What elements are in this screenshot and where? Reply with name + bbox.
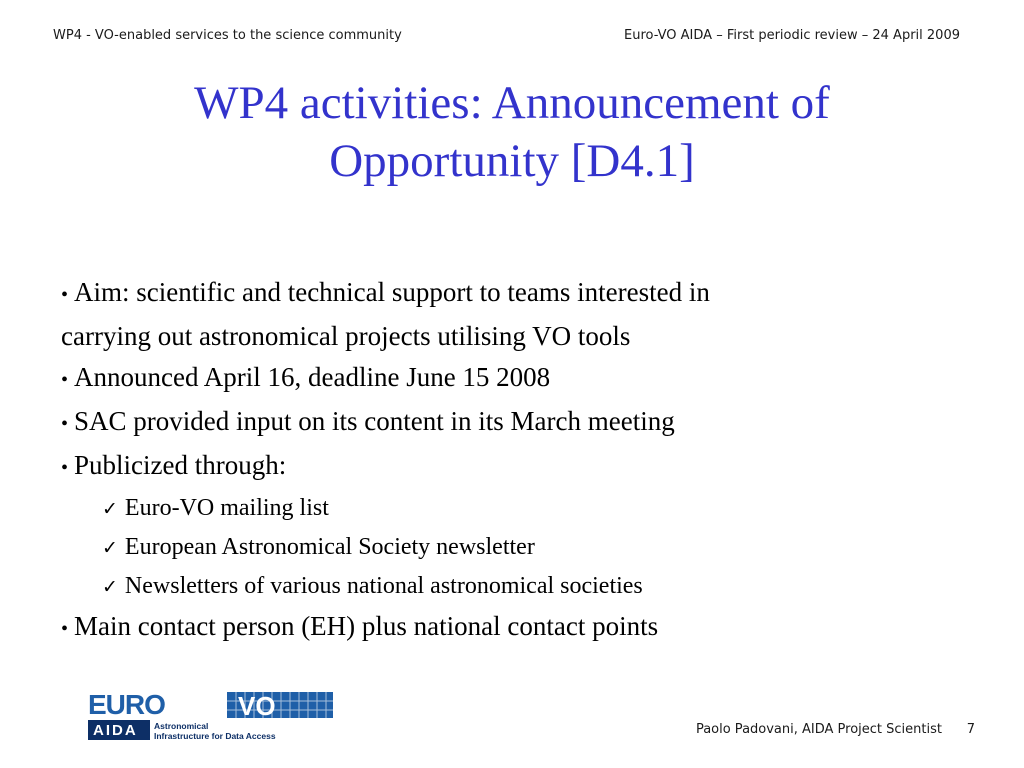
footer-author: Paolo Padovani, AIDA Project Scientist <box>695 722 942 737</box>
bullet-aim-text-1: Aim: scientific and technical support to teams interested in <box>74 277 710 307</box>
bullet-aim-continuation: carrying out astronomical projects utilising VO tools <box>61 321 631 351</box>
logo-tagline-line-1: Astronomical <box>154 721 209 731</box>
header-right-text: Euro-VO AIDA – First periodic review – 24 April 2009 <box>624 28 960 43</box>
header-left-text: WP4 - VO-enabled services to the science community <box>53 28 402 43</box>
slide-title-line-1: WP4 activities: Announcement of <box>194 77 830 129</box>
slide-title <box>0 74 1024 190</box>
logo-vo-text: VO <box>238 691 276 721</box>
checkmark-icon: ✓ <box>102 576 118 598</box>
bullet-publicized-text: Publicized through: <box>74 450 287 480</box>
bullet-contact <box>61 606 961 650</box>
bullet-sac-text: SAC provided input on its content in its March meeting <box>74 406 675 436</box>
euro-vo-aida-logo <box>86 688 336 742</box>
sub-bullet-text: Euro-VO mailing list <box>124 495 329 521</box>
bullet-dot-icon: • <box>61 457 69 479</box>
bullet-dot-icon: • <box>61 618 69 640</box>
sub-bullet-text: European Astronomical Society newsletter <box>124 534 535 560</box>
bullet-contact-text: Main contact person (EH) plus national contact points <box>74 611 659 641</box>
bullet-aim <box>61 272 961 316</box>
bullet-dot-icon: • <box>61 413 69 435</box>
bullet-announced <box>61 357 961 401</box>
sub-bullet-text: Newsletters of various national astronomical societies <box>124 573 643 599</box>
bullet-announced-text: Announced April 16, deadline June 15 2008 <box>74 362 551 392</box>
sub-bullet-eas-newsletter <box>61 528 961 567</box>
bullet-sac <box>61 401 961 445</box>
logo-euro-text: EURO <box>88 689 165 720</box>
bullet-dot-icon: • <box>61 369 69 391</box>
bullet-list <box>61 272 961 650</box>
sub-bullet-national-newsletters <box>61 567 961 606</box>
bullet-publicized <box>61 445 961 489</box>
page-number: 7 <box>966 722 975 737</box>
sub-bullet-mailing-list <box>61 489 961 528</box>
logo-tagline-line-2: Infrastructure for Data Access <box>154 731 276 741</box>
logo-vo-grid <box>227 691 333 721</box>
checkmark-icon: ✓ <box>102 498 118 520</box>
checkmark-icon: ✓ <box>102 537 118 559</box>
logo-aida-text: AIDA <box>93 722 138 739</box>
slide-title-line-2: Opportunity [D4.1] <box>329 135 695 187</box>
bullet-dot-icon: • <box>61 284 69 306</box>
